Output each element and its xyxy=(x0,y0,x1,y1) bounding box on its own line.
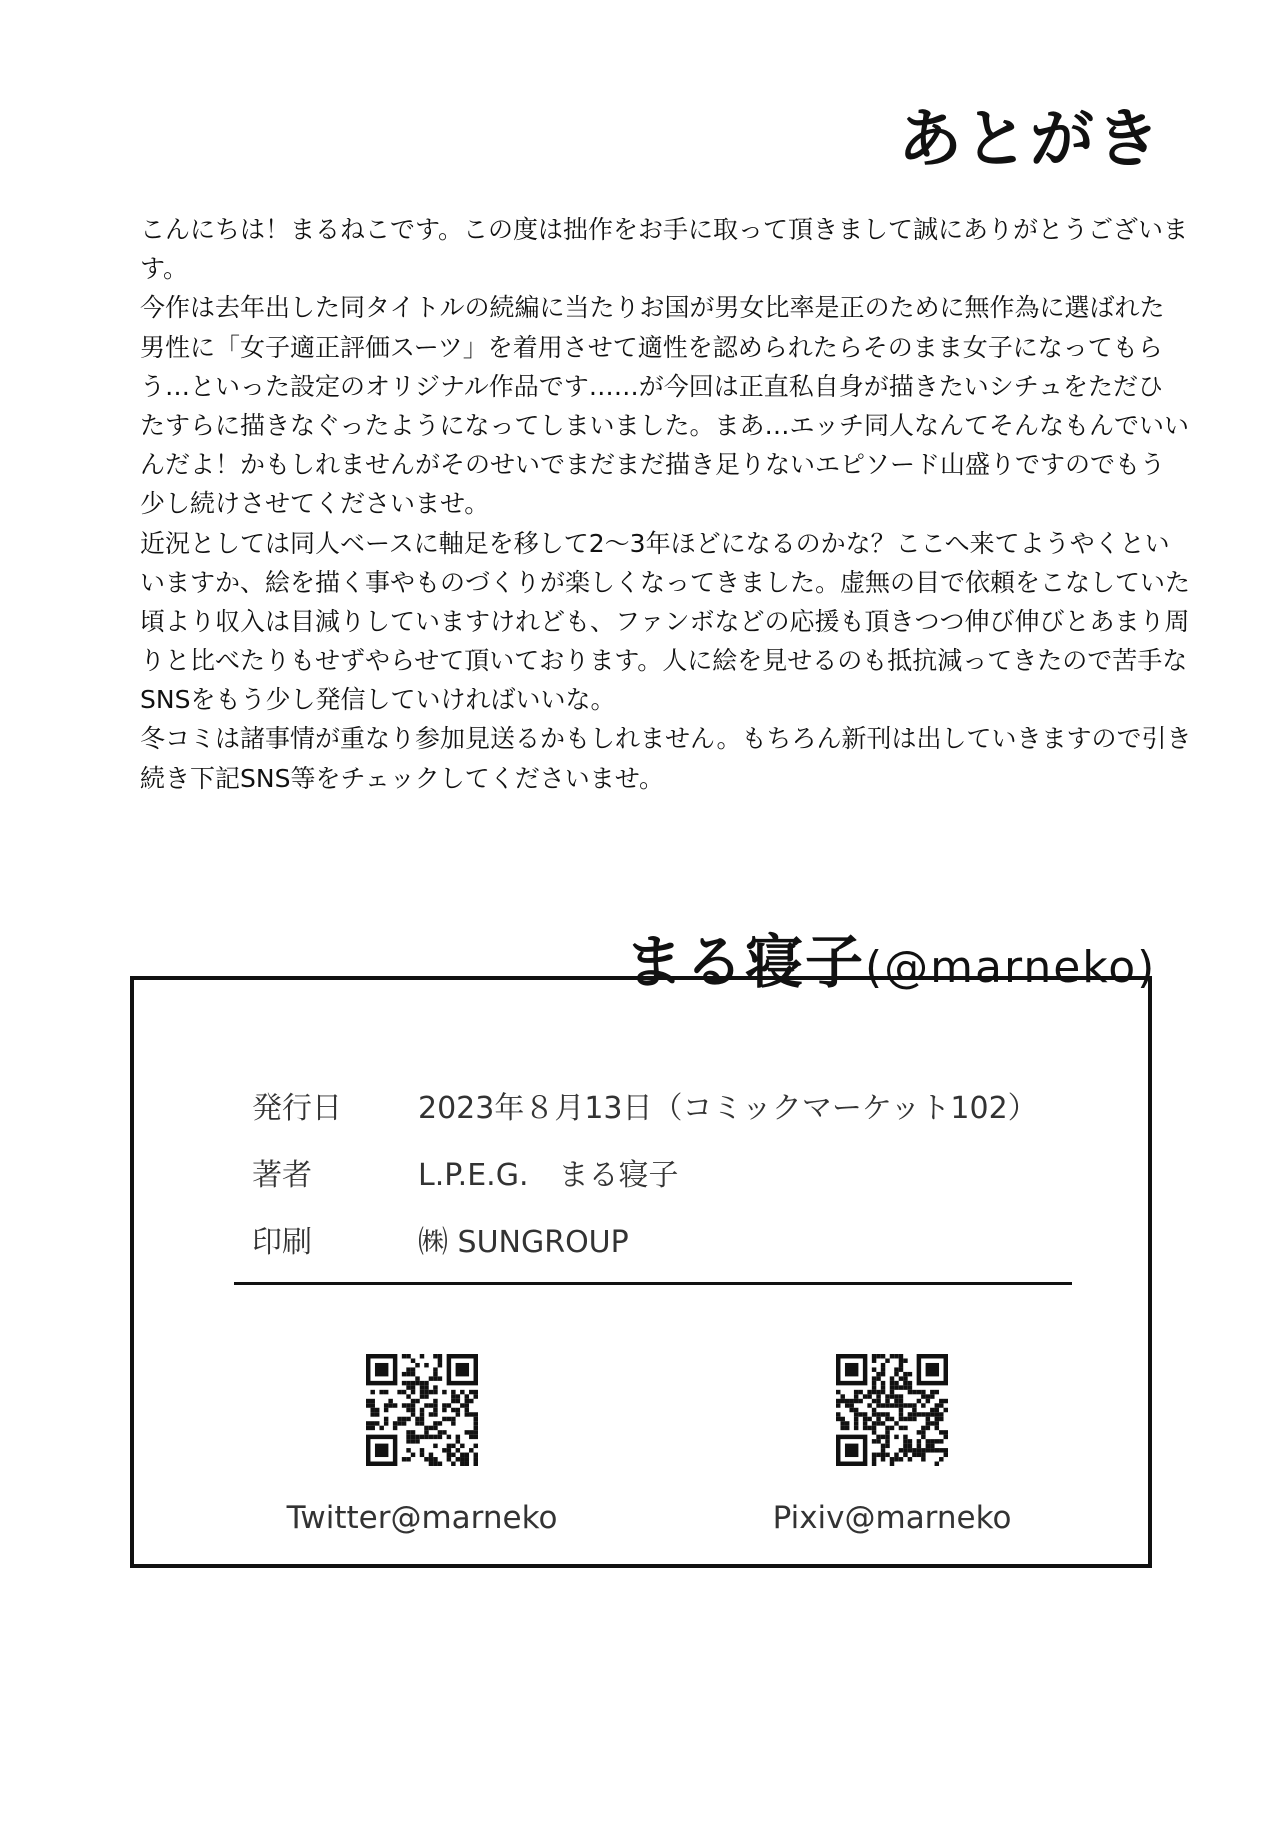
text-line: りと比べたりもせずやらせて頂いております。人に絵を見せるのも抵抗減ってきたので苦手な xyxy=(140,646,1188,676)
text-line: こんにちは！まるねこです。この度は拙作をお手に取って頂きまして誠にありがとうございま xyxy=(140,215,1189,244)
row-value: 2023年８月13日（コミックマーケット102） xyxy=(418,1091,1038,1126)
text-line: んだよ！かもしれませんがそのせいでまだまだ描き足りないエピソード山盛りですのでもう xyxy=(140,450,1166,480)
pixiv-link[interactable]: Pixiv@marneko xyxy=(772,1500,1012,1536)
qr-code-icon[interactable] xyxy=(836,1354,948,1466)
row-value: L.P.E.G. まる寝子 xyxy=(418,1158,679,1193)
colophon-box xyxy=(130,976,1152,1568)
signature-handle: (@marneko) xyxy=(865,942,1157,993)
text-line: SNSをもう少し発信していければいいな。 xyxy=(140,685,616,715)
page-title: あとがき xyxy=(898,103,1162,177)
row-label: 印刷 xyxy=(252,1225,312,1260)
signature-name: まる寝子 xyxy=(625,928,866,996)
text-line: 頃より収入は目減りしていますけれども、ファンボなどの応援も頂きつつ伸び伸びとあまり周 xyxy=(140,606,1190,636)
row-label: 発行日 xyxy=(252,1091,342,1126)
qr-code-icon[interactable] xyxy=(366,1354,478,1466)
colophon-row-date xyxy=(252,1083,1038,1127)
colophon-row-printer xyxy=(252,1217,629,1261)
text-line: 近況としては同人ベースに軸足を移して2～3年ほどになるのかな？ここへ来てようやくとい xyxy=(140,528,1170,558)
text-line: 少し続けさせてくださいませ。 xyxy=(140,489,490,519)
row-value: ㈱ SUNGROUP xyxy=(418,1225,629,1260)
divider xyxy=(234,1282,1072,1285)
row-label: 著者 xyxy=(252,1158,312,1193)
text-line: 冬コミは諸事情が重なり参加見送るかもしれません。もちろん新刊は出していきますので引き xyxy=(140,724,1192,754)
text-line: たすらに描きなぐったようになってしまいました。まあ…エッチ同人なんてそんなもんでいい xyxy=(140,410,1190,440)
twitter-link[interactable]: Twitter@marneko xyxy=(286,1500,558,1536)
colophon-row-author xyxy=(252,1150,678,1194)
afterword-text xyxy=(140,210,1192,798)
text-line: す。 xyxy=(140,254,189,284)
text-line: う…といった設定のオリジナル作品です……が今回は正直私自身が描きたいシチュをただひ xyxy=(140,371,1164,401)
text-line: 続き下記SNS等をチェックしてくださいませ。 xyxy=(140,763,664,793)
text-line: 男性に「女子適正評価スーツ」を着用させて適性を認められたらそのまま女子になってもら xyxy=(140,332,1163,362)
text-line: 今作は去年出した同タイトルの続編に当たりお国が男女比率是正のために無作為に選ばれた xyxy=(140,293,1165,323)
text-line: いますか、絵を描く事やものづくりが楽しくなってきました。虚無の目で依頼をこなしていた xyxy=(140,567,1191,597)
